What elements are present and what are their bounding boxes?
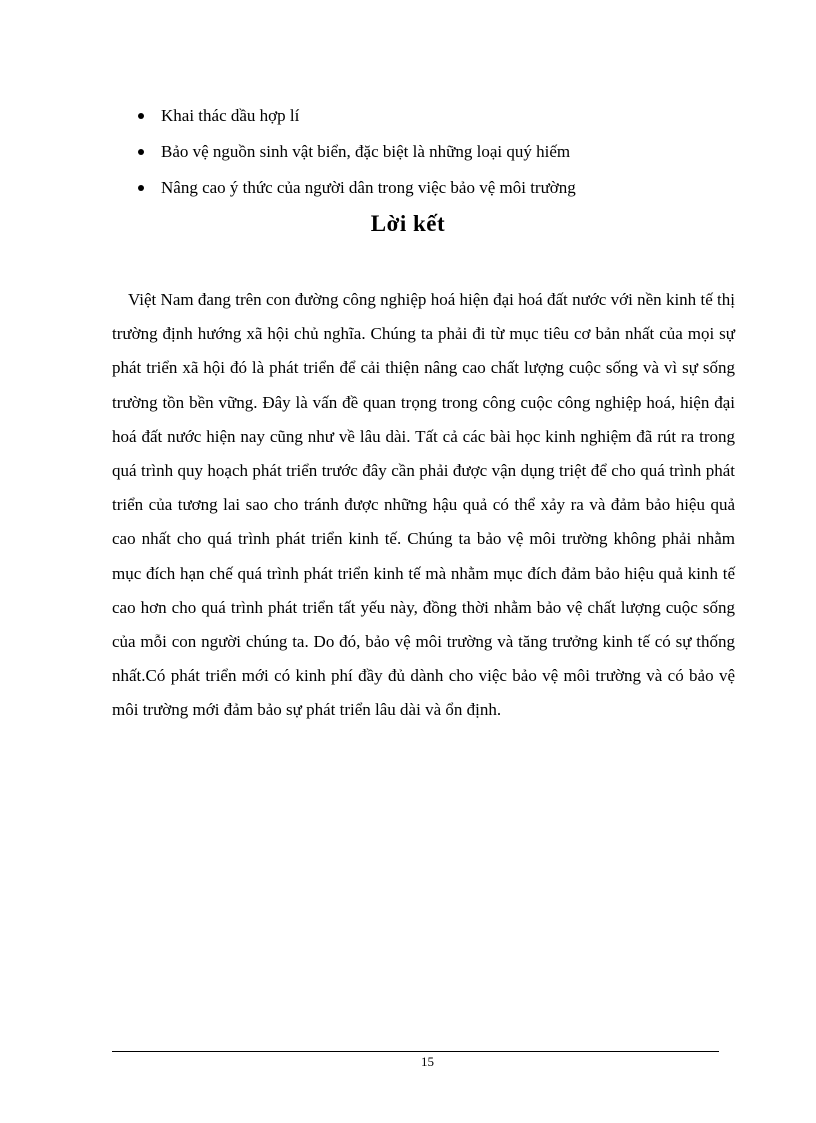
list-item xyxy=(136,139,756,175)
bullet-text: Khai thác dầu hợp lí xyxy=(161,106,300,125)
bullet-text: Nâng cao ý thức của người dân trong việc bảo vệ môi trường xyxy=(161,178,576,197)
bullet-text: Bảo vệ nguồn sinh vật biển, đặc biệt là những loại quý hiếm xyxy=(161,142,571,161)
bullet-icon xyxy=(138,113,144,119)
list-item xyxy=(136,103,756,139)
list-item xyxy=(136,175,756,211)
section-title: Lời kết xyxy=(370,211,446,236)
bullet-list xyxy=(136,103,756,211)
bullet-icon xyxy=(138,185,144,191)
page-number: 15 xyxy=(421,1054,434,1069)
body-paragraph: Việt Nam đang trên con đường công nghiệp hoá hiện đại hoá đất nước với nền kinh tế thị trường định hướng xã hội chủ nghĩa. Chúng ta phải đi từ mục tiêu cơ bản nhất của mọi sự phát triển xã hội đó là phát triển để cải thiện nâng cao chất lượng cuộc sống và vì sự sống trường tồn bền vững. Đây là vấn đề quan trọng trong công cuộc công nghiệp hoá, hiện đại hoá đất nước hiện nay cũng như về lâu dài. Tất cả các bài học kinh nghiệm đã rút ra trong quá trình quy hoạch phát triển trước đây cần phải được vận dụng triệt để cho quá trình phát triển của tương lai sao cho tránh được những hậu quả có thể xảy ra và đảm bảo hiệu quả cao nhất cho quá trình phát triển kinh tế. Chúng ta bảo vệ môi trường không phải nhằm mục đích hạn chế quá trình phát triển kinh tế mà nhằm mục đích đảm bảo hiệu quả kinh tế cao hơn cho quá trình phát triển tất yếu này, đồng thời nhằm bảo vệ chất lượng cuộc sống của mỗi con người chúng ta. Do đó, bảo vệ môi trường và tăng trưởng kinh tế có sự thống nhất.Có phát triển mới có kinh phí đầy đủ dành cho việc bảo vệ môi trường và có bảo vệ môi trường mới đảm bảo sự phát triển lâu dài và ổn định. xyxy=(112,290,735,720)
bullet-icon xyxy=(138,149,144,155)
footer-divider xyxy=(112,1051,719,1052)
